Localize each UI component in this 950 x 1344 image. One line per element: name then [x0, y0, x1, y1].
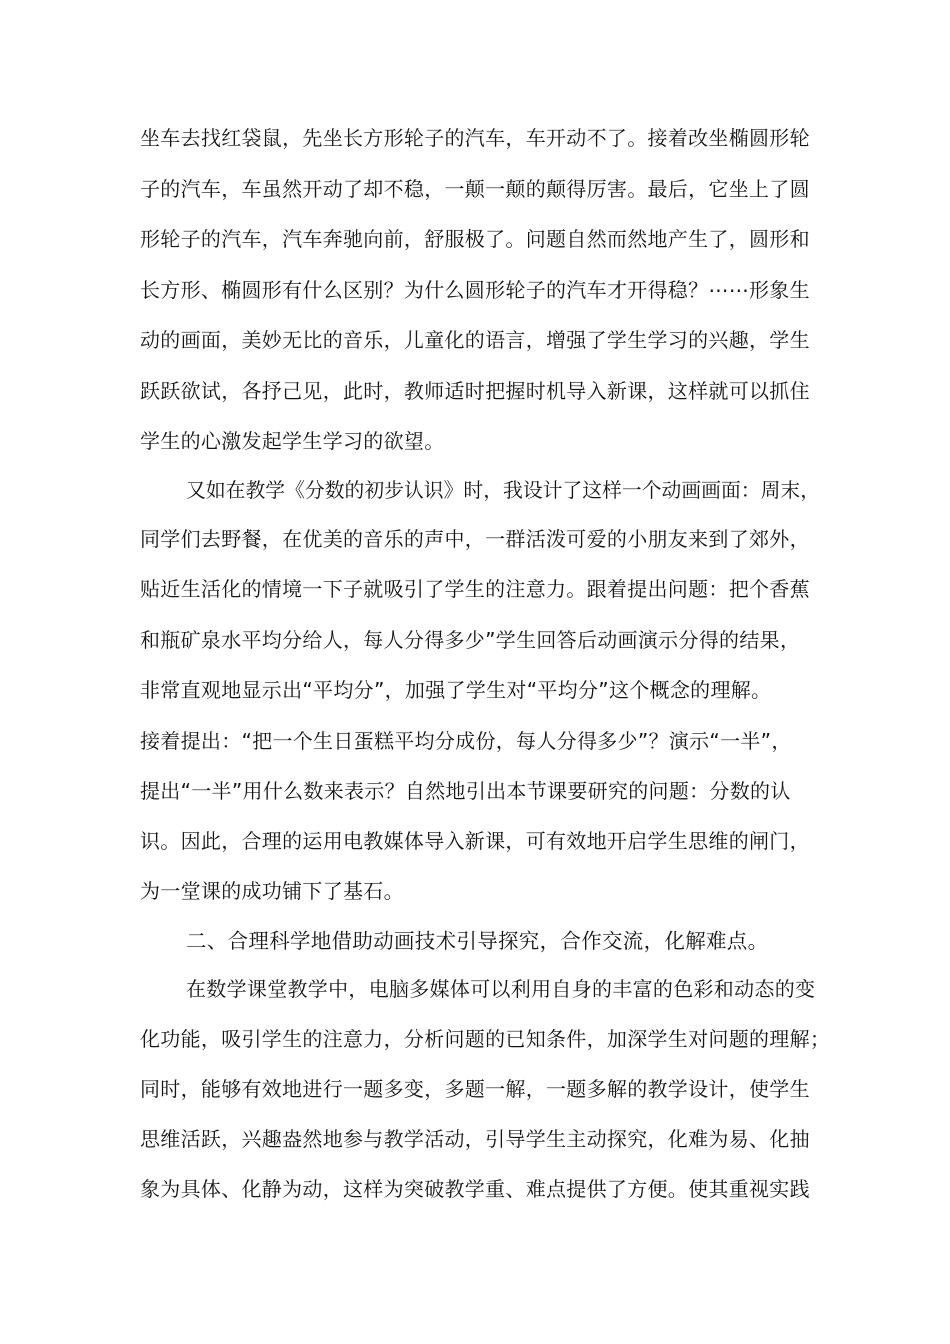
paragraph-2-line-1: 又如在教学《分数的初步认识》时，我设计了这样一个动画画面：周末，	[186, 479, 821, 502]
section-heading: 二、合理科学地借助动画技术引导探究，合作交流，化解难点。	[186, 929, 769, 953]
paragraph-1-line-4: 长方形、椭圆形有什么区别？为什么圆形轮子的汽车才开得稳？⋯⋯形象生	[140, 278, 810, 302]
paragraph-1-line-3: 形轮子的汽车，汽车奔驰向前，舒服极了。问题自然而然地产生了，圆形和	[140, 227, 810, 251]
paragraph-2-line-2: 同学们去野餐，在优美的音乐的声中，一群活泼可爱的小朋友来到了郊外，	[140, 527, 810, 551]
paragraph-2-line-8: 识。因此，合理的运用电教媒体导入新课，可有效地开启学生思维的闸门，	[140, 829, 810, 853]
paragraph-3-line-5: 象为具体、化静为动，这样为突破教学重、难点提供了方便。使其重视实践	[140, 1177, 810, 1201]
paragraph-2-line-7: 提出“一半”用什么数来表示？自然地引出本节课要研究的问题：分数的认	[140, 779, 791, 803]
paragraph-3-line-4: 思维活跃，兴趣盎然地参与教学活动，引导学生主动探究，化难为易、化抽	[140, 1127, 810, 1151]
paragraph-3-line-2: 化功能，吸引学生的注意力，分析问题的已知条件，加深学生对问题的理解；	[140, 1027, 831, 1051]
paragraph-1-line-5: 动的画面，美妙无比的音乐，儿童化的语言，增强了学生学习的兴趣，学生	[140, 328, 810, 352]
paragraph-2-line-4: 和瓶矿泉水平均分给人，每人分得多少”学生回答后动画演示分得的结果，	[140, 628, 801, 652]
paragraph-1-line-7: 学生的心激发起学生学习的欲望。	[140, 429, 445, 453]
paragraph-1-line-6: 跃跃欲试，各抒己见，此时，教师适时把握时机导入新课，这样就可以抓住	[140, 379, 810, 403]
paragraph-2-line-6: 接着提出：“把一个生日蛋糕平均分成份，每人分得多少”？演示“一半”，	[140, 729, 792, 753]
paragraph-2-line-9: 为一堂课的成功铺下了基石。	[140, 879, 404, 903]
paragraph-3-line-3: 同时，能够有效地进行一题多变，多题一解，一题多解的教学设计，使学生	[140, 1077, 810, 1101]
paragraph-1-line-2: 子的汽车，车虽然开动了却不稳，一颠一颠的颠得厉害。最后，它坐上了圆	[140, 177, 810, 201]
paragraph-1-line-1: 坐车去找红袋鼠，先坐长方形轮子的汽车，车开动不了。接着改坐椭圆形轮	[140, 126, 810, 150]
paragraph-2-line-3: 贴近生活化的情境一下子就吸引了学生的注意力。跟着提出问题：把个香蕉	[140, 577, 810, 601]
paragraph-2-line-5: 非常直观地显示出“平均分”，加强了学生对“平均分”这个概念的理解。	[140, 678, 772, 702]
paragraph-3-line-1: 在数学课堂教学中，电脑多媒体可以利用自身的丰富的色彩和动态的变	[186, 977, 816, 1001]
